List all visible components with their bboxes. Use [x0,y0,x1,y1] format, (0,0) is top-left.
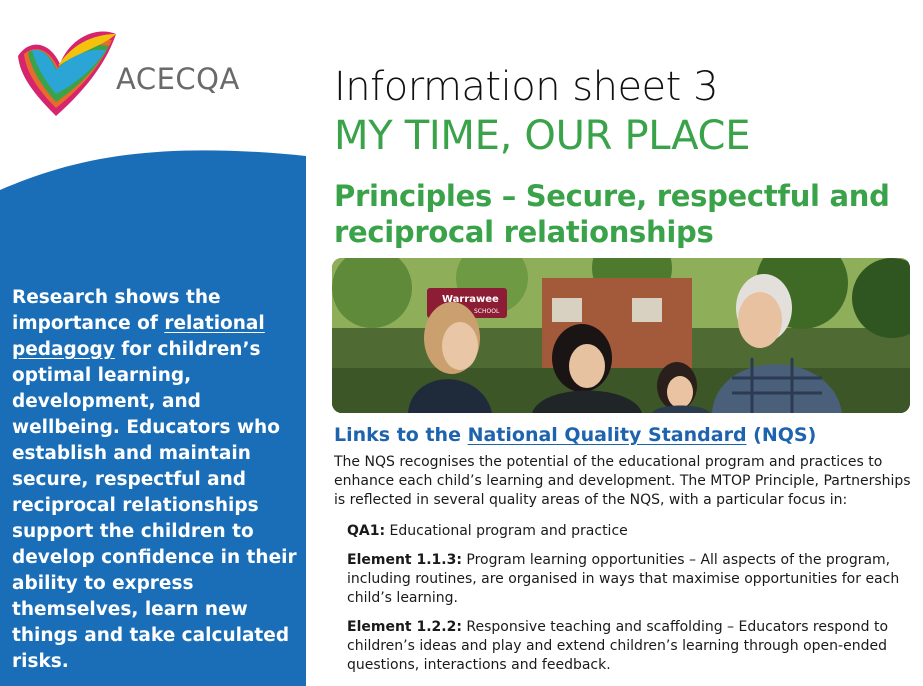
item-text: Educational program and practice [385,523,628,539]
item-label: Element 1.1.3: [347,552,462,568]
nqs-links-heading [334,424,816,446]
section-heading: Principles – Secure, respectful and reciprocal relationships [334,179,890,249]
page-title: Information sheet 3 [334,64,719,110]
item-label: QA1: [347,523,386,539]
page-subtitle: MY TIME, OUR PLACE [334,113,751,159]
item-label: Element 1.2.2: [347,619,462,635]
acecqa-logo [12,28,252,124]
sidebar-callout-text [12,285,298,675]
item-text: Program learning opportunities – All aspects of the program, including routines, are organised in ways that maximise opportunities for each child’s learning. [347,552,900,606]
nqs-heading-prefix: Links to the [334,424,468,446]
nqs-heading-suffix: (NQS) [746,424,817,446]
national-quality-standard-link[interactable]: National Quality Standard [467,424,747,446]
school-sign-line2: SCHOOL [474,308,500,315]
nqs-intro-paragraph: The NQS recognises the potential of the educational program and practices to enhance each child’s learning and development. The MTOP Principle, Partnerships is reflected in several quality areas of the NQS, with a particular focus in: [334,454,911,508]
sidebar-text-after: for children’s optimal learning, development, and wellbeing. Educators who establish and maintain secure, respectful and reciprocal relationships support the children to develop confidence in their ability to express themselves, learn new things and take calculated risks. [12,339,297,672]
nqs-items-list [347,522,917,685]
school-sign-line1: Warrawee [442,294,499,305]
hero-photo [332,258,910,413]
item-text: Responsive teaching and scaffolding – Educators respond to children’s ideas and play and extend children’s learning through open-ended questions, interactions and feedback. [347,619,889,673]
relational-pedagogy-link[interactable]: relational pedagogy [12,313,265,360]
list-item [347,618,917,675]
logo-wordmark: ACECQA [116,62,240,96]
list-item [347,522,917,541]
acecqa-heart-logo-icon [12,28,118,124]
sidebar-text-before: Research shows the importance of [12,287,221,334]
list-item [347,551,917,608]
photo-illustration [332,258,910,413]
